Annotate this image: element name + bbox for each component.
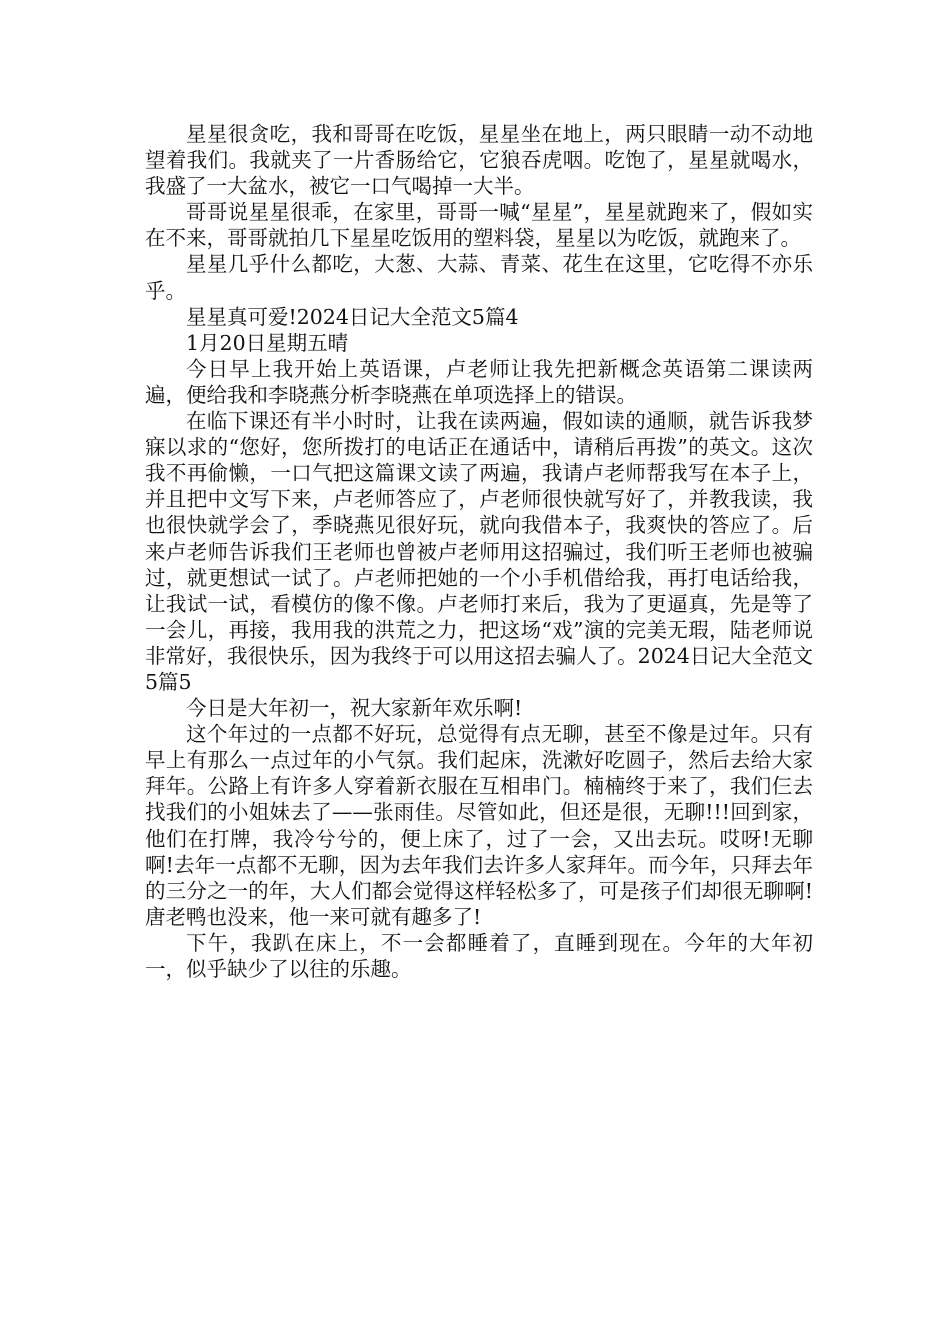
paragraph-3: 星星几乎什么都吃，大葱、大蒜、青菜、花生在这里，它吃得不亦乐乎。 bbox=[145, 252, 813, 303]
paragraph-9: 这个年过的一点都不好玩，总觉得有点无聊，甚至不像是过年。只有早上有那么一点过年的小气氛。我们起床，洗漱好吃圆子，然后去给大家拜年。公路上有许多人穿着新衣服在互相串门。楠楠终于来了，我们仨去找我们的小姐妹去了——张雨佳。尽管如此，但还是很，无聊!!!回到家，他们在打牌，我冷兮兮的，便上床了，过了一会，又出去玩。哎呀!无聊啊!去年一点都不无聊，因为去年我们去许多人家拜年。而今年，只拜去年的三分之一的年，大人们都会觉得这样轻松多了，可是孩子们却很无聊啊!唐老鸭也没来，他一来可就有趣多了! bbox=[145, 722, 813, 929]
paragraph-10: 下午，我趴在床上，不一会都睡着了，直睡到现在。今年的大年初一，似乎缺少了以往的乐趣。 bbox=[145, 930, 813, 981]
section-heading-4: 星星真可爱!2024日记大全范文5篇4 bbox=[186, 304, 519, 329]
paragraph-8: 今日是大年初一，祝大家新年欢乐啊! bbox=[186, 696, 523, 721]
paragraph-1: 星星很贪吃，我和哥哥在吃饭，星星坐在地上，两只眼睛一动不动地望着我们。我就夹了一片香肠给它，它狼吞虎咽。吃饱了，星星就喝水，我盛了一大盆水，被它一口气喝掉一大半。 bbox=[145, 122, 813, 199]
paragraph-6: 今日早上我开始上英语课，卢老师让我先把新概念英语第二课读两遍，便给我和李晓燕分析李晓燕在单项选择上的错误。 bbox=[145, 356, 813, 407]
diary-date: 1月20日星期五晴 bbox=[186, 330, 349, 355]
document-body bbox=[145, 121, 813, 982]
paragraph-7: 在临下课还有半小时时，让我在读两遍，假如读的通顺，就告诉我梦寐以求的“您好，您所拨打的电话正在通话中，请稍后再拨”的英文。这次我不再偷懒，一口气把这篇课文读了两遍，我请卢老师帮我写在本子上，并且把中文写下来，卢老师答应了，卢老师很快就写好了，并教我读，我也很快就学会了，季晓燕见很好玩，就向我借本子，我爽快的答应了。后来卢老师告诉我们王老师也曾被卢老师用这招骗过，我们听王老师也被骗过，就更想试一试了。卢老师把她的一个小手机借给我，再打电话给我，让我试一试，看模仿的像不像。卢老师打来后，我为了更逼真，先是等了一会儿，再接，我用我的洪荒之力，把这场“戏”演的完美无瑕，陆老师说非常好，我很快乐，因为我终于可以用这招去骗人了。2024日记大全范文5篇5 bbox=[145, 409, 813, 694]
paragraph-2: 哥哥说星星很乖，在家里，哥哥一喊“星星”，星星就跑来了，假如实在不来，哥哥就拍几下星星吃饭用的塑料袋，星星以为吃饭，就跑来了。 bbox=[145, 200, 813, 251]
